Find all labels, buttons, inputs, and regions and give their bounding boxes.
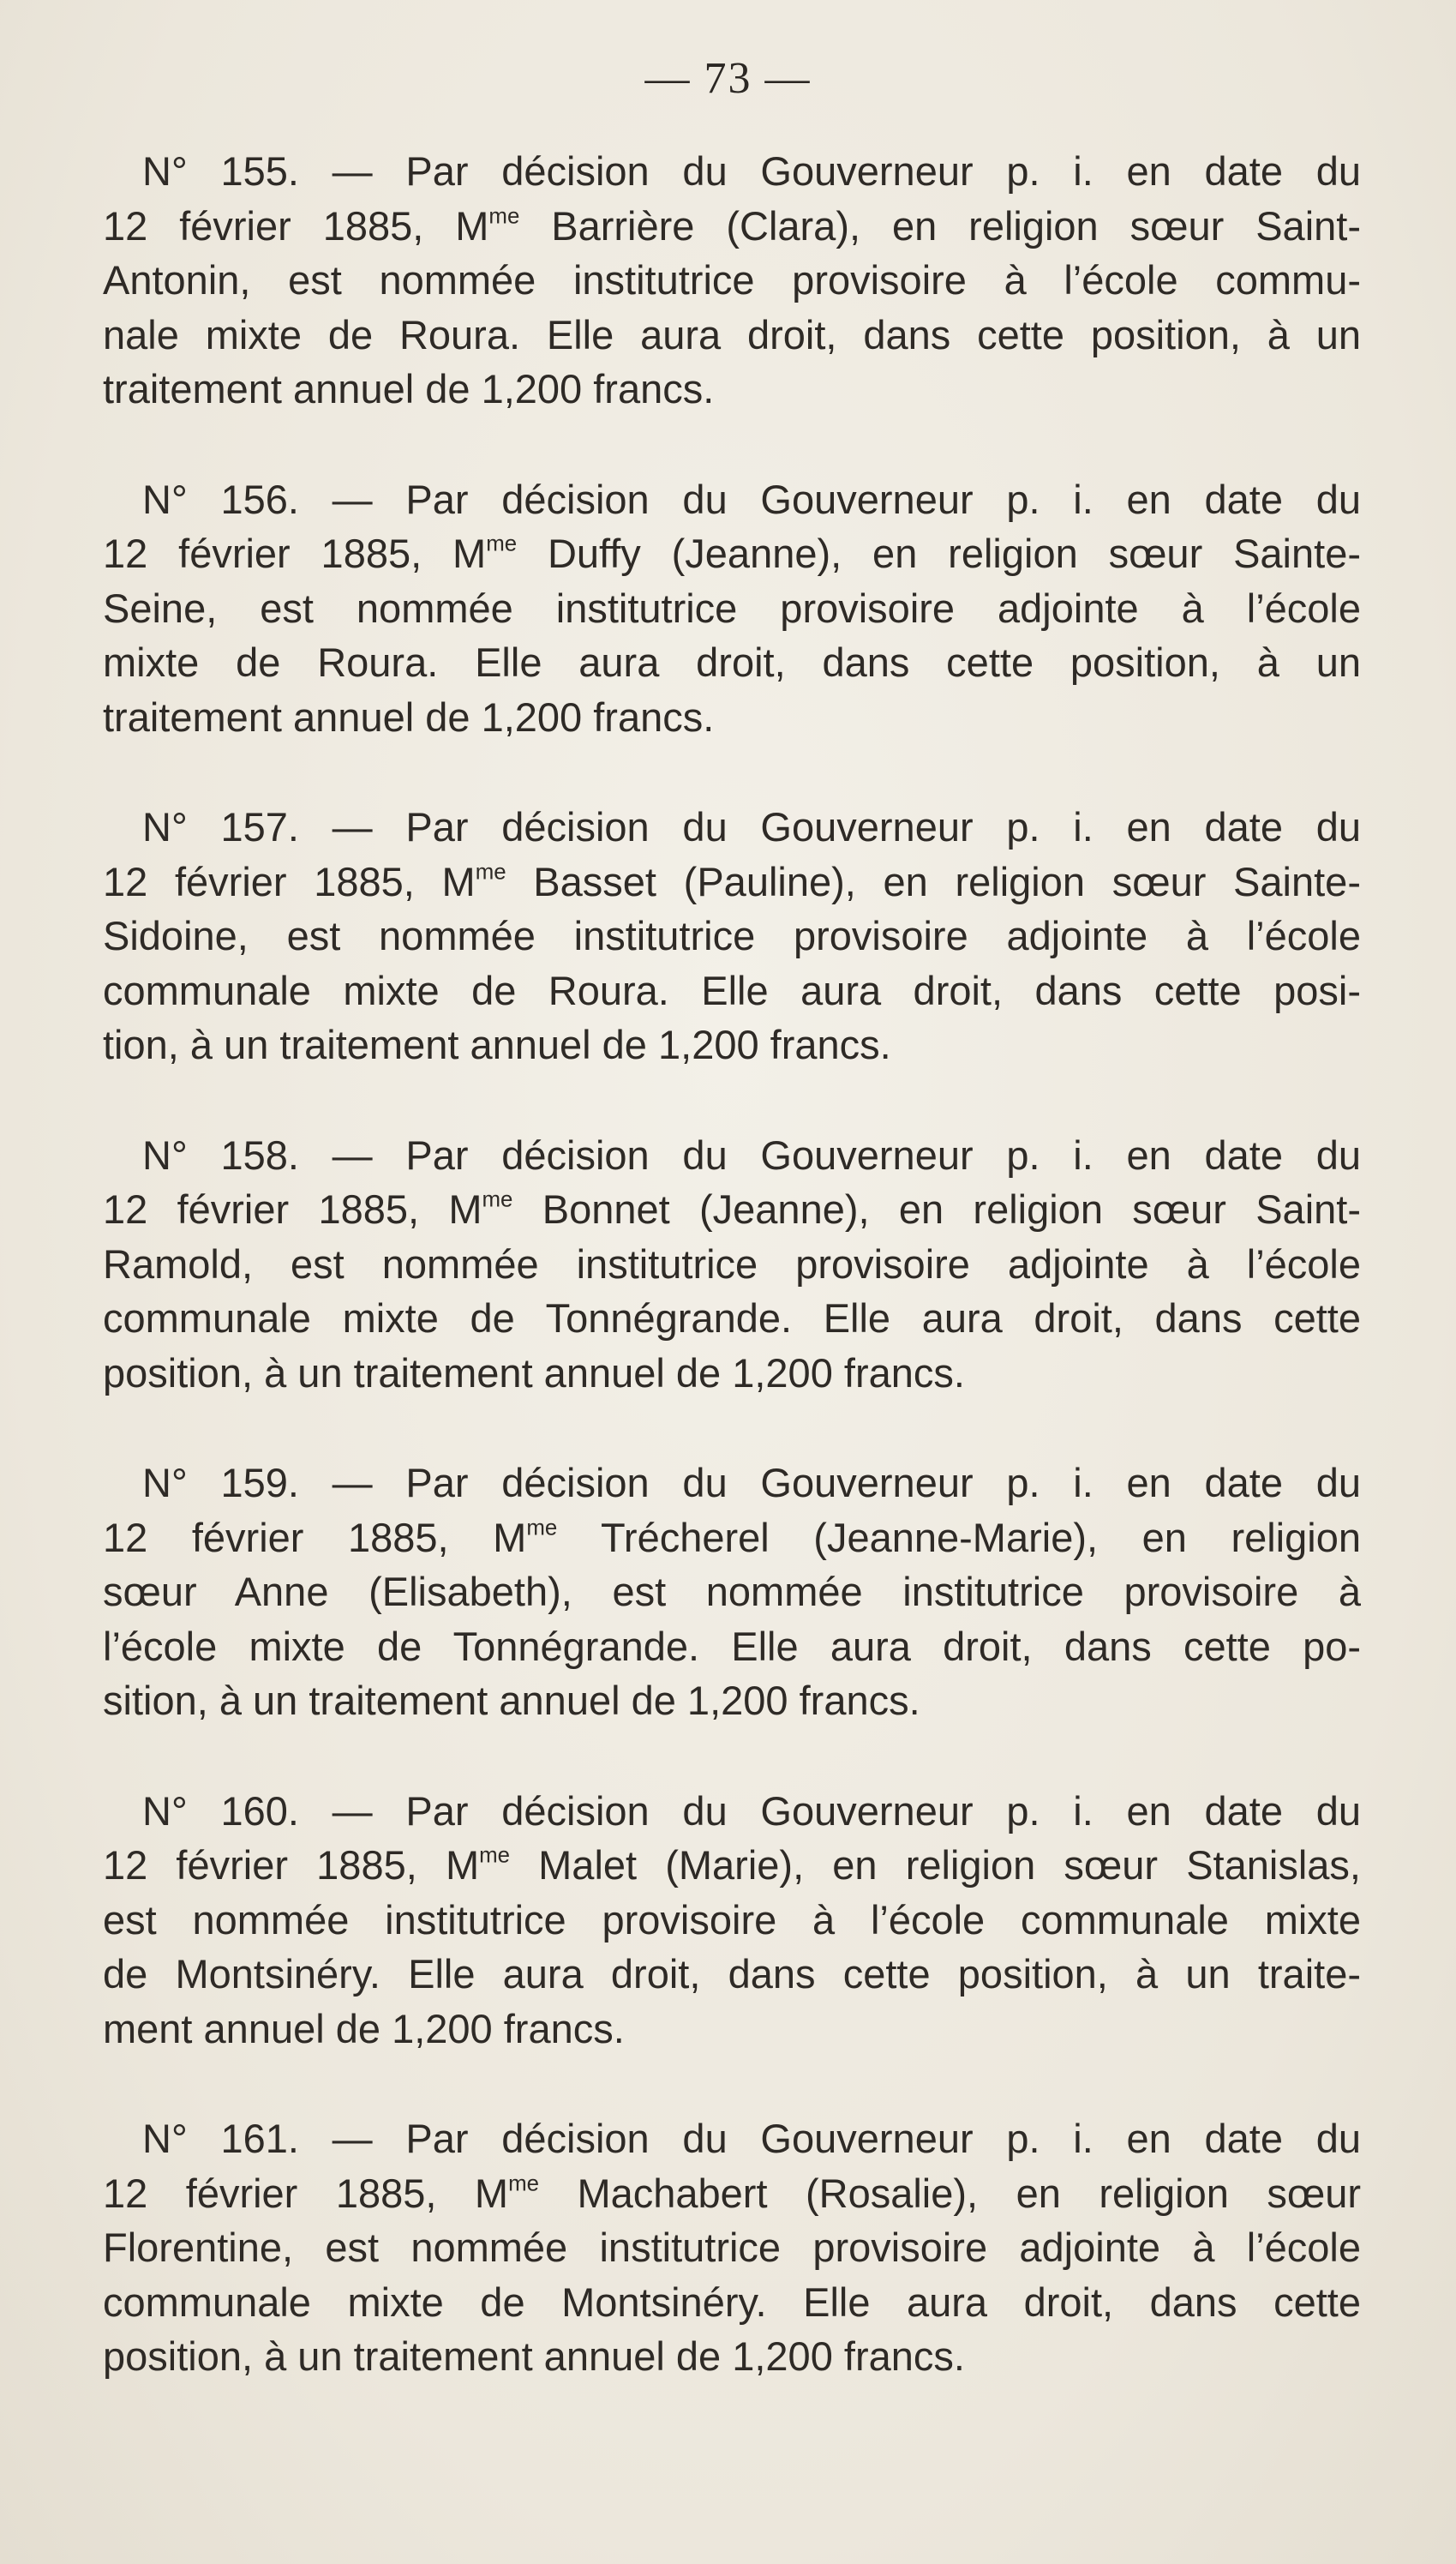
entry-line: ment annuel de 1,200 francs. [103,2005,625,2051]
entry-157 [103,800,1361,1072]
entry-line: communale mixte de Montsinéry. Elle aura droit, dans cette [103,2279,1361,2325]
entry-line: N° 159. — Par décision du Gouverneur p. i. en date du [142,1460,1361,1505]
entry-line: 12 février 1885, $M^{me}$ Duffy (Jeanne), en religion sœur Sainte- [103,531,1361,576]
entry-161 [103,2111,1361,2384]
entry-line: position, à un traitement annuel de 1,200 francs. [103,1349,965,1396]
entry-line: Ramold, est nommée institutrice provisoire adjointe à l’école [103,1240,1361,1287]
entry-line: 12 février 1885, $M^{me}$ Machabert (Rosalie), en religion sœur [103,2170,1361,2216]
entry-line: 12 février 1885, $M^{me}$ Trécherel (Jeanne-Marie), en religion [103,1514,1361,1560]
entry-line: traitement annuel de 1,200 francs. [103,366,715,411]
entry-line: nale mixte de Roura. Elle aura droit, dans cette position, à un [103,311,1361,357]
entry-line: N° 158. — Par décision du Gouverneur p. i. en date du [142,1132,1361,1178]
entry-line: communale mixte de Tonnégrande. Elle aura droit, dans cette [103,1295,1361,1341]
entry-line: N° 155. — Par décision du Gouverneur p. i. en date du [142,148,1361,194]
entry-156 [103,472,1361,745]
entry-155 [103,144,1361,417]
entry-line: N° 160. — Par décision du Gouverneur p. i. en date du [142,1787,1361,1834]
entry-line: de Montsinéry. Elle aura droit, dans cette position, à un traite- [103,1951,1361,1997]
entry-line: 12 février 1885, $M^{me}$ Bonnet (Jeanne), en religion sœur Saint- [103,1186,1361,1232]
entry-line: N° 161. — Par décision du Gouverneur p. i. en date du [142,2116,1361,2161]
text-body [103,144,1361,2440]
entry-line: Sidoine, est nommée institutrice provisoire adjointe à l’école [103,913,1361,958]
entry-line: N° 157. — Par décision du Gouverneur p. i. en date du [142,804,1361,850]
entry-line: position, à un traitement annuel de 1,200 francs. [103,2333,965,2379]
entry-line: sition, à un traitement annuel de 1,200 francs. [103,1678,920,1723]
entry-line: Florentine, est nommée institutrice provisoire adjointe à l’école [103,2225,1361,2270]
entry-line: mixte de Roura. Elle aura droit, dans cette position, à un [103,639,1361,685]
entry-line: tion, à un traitement annuel de 1,200 francs. [103,1022,891,1067]
entry-line: est nommée institutrice provisoire à l’école communale mixte [103,1896,1361,1943]
entry-159 [103,1456,1361,1728]
entry-158 [103,1128,1361,1401]
page-number: — 73 — [644,54,812,103]
entry-line: communale mixte de Roura. Elle aura droit, dans cette posi- [103,967,1361,1013]
entry-line: l’école mixte de Tonnégrande. Elle aura droit, dans cette po- [103,1623,1361,1669]
entry-160 [103,1784,1361,2057]
entry-line: N° 156. — Par décision du Gouverneur p. i. en date du [142,476,1361,522]
entry-line: Seine, est nommée institutrice provisoire adjointe à l’école [103,585,1361,631]
entry-line: 12 février 1885, $M^{me}$ Basset (Pauline), en religion sœur Sainte- [103,858,1361,904]
entry-line: 12 février 1885, $M^{me}$ Malet (Marie), en religion sœur Stanislas, [103,1842,1361,1888]
entry-line: Antonin, est nommée institutrice provisoire à l’école commu- [103,257,1361,303]
entry-line: 12 février 1885, $M^{me}$ Barrière (Clara), en religion sœur Saint- [103,202,1361,249]
entry-line: traitement annuel de 1,200 francs. [103,694,715,740]
entry-line: sœur Anne (Elisabeth), est nommée institutrice provisoire à [103,1569,1361,1614]
